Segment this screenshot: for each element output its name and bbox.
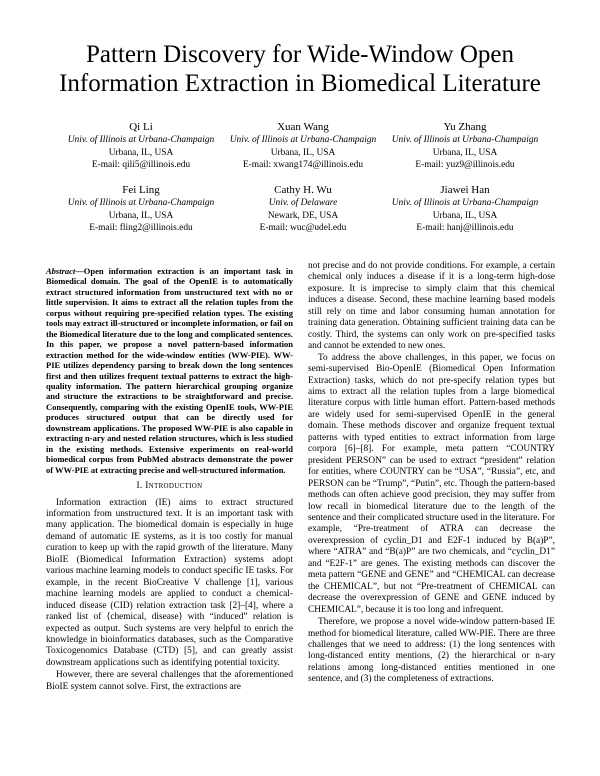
author-location: Urbana, IL, USA — [432, 210, 498, 221]
section-title: Introduction — [145, 481, 203, 492]
author-affiliation: Univ. of Illinois at Urbana-Champaign — [391, 135, 539, 145]
right-column — [308, 261, 555, 686]
author-email: E-mail: xwang174@illinois.edu — [242, 160, 364, 171]
section-number: I. — [136, 481, 143, 492]
author-email: E-mail: qili5@illinois.edu — [91, 160, 191, 171]
abstract-text: —Open information extraction is an important task in Biomedical domain. The goal of the OpenIE is to automatically extract structured information from unstructured text with no or little supervision. It aims to extract all the relation tuples from the corpus without requiring pre-specified relation types. The existing tools may extract ill-structured or incomplete information, or fail on the Biomedical literature due to the long and complicated sentences. In this paper, we propose a novel pattern-based information extraction method for the wide-window entities (WW-PIE). WW-PIE utilizes dependency parsing to break down the long sentences first and then utilizes frequent textual patterns to extract the high-quality information. The pattern hierarchical grouping organize and structure the extractions to be straightforward and precise. Consequently, comparing with the existing OpenIE tools, WW-PIE produces structured output that can be directly used for downstream applications. The proposed WW-PIE is also capable in extracting n-ary and nested relation structures, which is less studied in the existing methods. Extensive experiments on real-world biomedical corpus from PubMed abstracts demonstrate the power of WW-PIE at extracting precise and well-structured information. — [46, 266, 293, 475]
author-name: Xuan Wang — [277, 121, 329, 133]
author-email: E-mail: yuz9@illinois.edu — [415, 160, 515, 171]
author-email: E-mail: hanj@illinois.edu — [416, 223, 514, 234]
left-column — [46, 266, 293, 693]
author-affiliation: Univ. of Illinois at Urbana-Champaign — [391, 198, 539, 208]
intro-paragraph: Therefore, we propose a novel wide-window pattern-based IE method for biomedical literature, called WW-PIE. There are three challenges that we need to address: (1) the long sentences with long-distanced entity mentions, (2) the hierarchical or n-ary relations among long-distanced entities mentioned in one sentence, and (3) the completeness of extractions. — [308, 617, 555, 685]
author-location: Urbana, IL, USA — [432, 147, 498, 158]
author-affiliation: Univ. of Delaware — [268, 198, 338, 208]
author-name: Jiawei Han — [440, 184, 490, 196]
author-name: Fei Ling — [122, 184, 160, 196]
author-affiliation: Univ. of Illinois at Urbana-Champaign — [229, 135, 377, 145]
author-affiliation: Univ. of Illinois at Urbana-Champaign — [67, 198, 215, 208]
author-name: Cathy H. Wu — [274, 184, 332, 196]
abstract-lead: Abstract — [46, 266, 76, 276]
author-name: Qi Li — [129, 121, 153, 133]
title-line-2: Information Extraction in Biomedical Literature — [59, 70, 541, 97]
author-location: Urbana, IL, USA — [108, 147, 174, 158]
title-line-1: Pattern Discovery for Wide-Window Open — [86, 41, 514, 68]
author-block-3 — [365, 120, 565, 172]
paper-title — [40, 40, 560, 98]
abstract — [46, 266, 293, 475]
intro-paragraph: Information extraction (IE) aims to extract structured information from unstructured text. It is an important task with many application. The biomedical domain is especially in huge demand of automatic IE systems, as it is too costly for manual curation to keep up with the rapid growth of the literature. Many BioIE (Biomedical Information Extraction) systems adopt various machine learning models to conduct specific IE tasks. For example, in the recent BioCreative V challenge [1], various machine learning models are applied to conduct a chemical-induced disease (CID) relation extraction task [2]–[4], where a ranked list of ⟨chemical, disease⟩ with “induced” relation is expected as output. Such systems are very helpful to enrich the knowledge in bioinformatics databases, such as the Comparative Toxicogenomics Database (CTD) [5], and can greatly assist downstream applications such as identifying potential toxicity. — [46, 497, 293, 668]
continued-paragraph: not precise and do not provide conditions. For example, a certain chemical only induces a disease if it is a long-term high-dose exposure. It is imprecise to simply claim that this chemical induces a disease. Second, these machine learning based models still rely on time and labor consuming human annotation for training data generation. Obtaining sufficient training data can be costly. Third, the systems can only work on pre-specified tasks and cannot be extended to new ones. — [308, 261, 555, 352]
author-location: Urbana, IL, USA — [108, 210, 174, 221]
author-email: E-mail: wuc@udel.edu — [259, 223, 347, 234]
author-location: Newark, DE, USA — [267, 210, 339, 221]
author-email: E-mail: fling2@illinois.edu — [89, 223, 193, 234]
author-affiliation: Univ. of Illinois at Urbana-Champaign — [67, 135, 215, 145]
author-block-6 — [365, 183, 565, 235]
author-location: Urbana, IL, USA — [270, 147, 336, 158]
intro-paragraph: To address the above challenges, in this paper, we focus on semi-supervised Bio-OpenIE (Biomedical Open Information Extraction) tasks, which do not pre-specify relation types but aims to extract all the relation tuples from a large biomedical literature corpus with little human effort. Pattern-based methods are widely used for semi-supervised OpenIE in the general domain. These methods discover and organize frequent textual patterns with typed entities to extract information from large corpora [6]–[8]. For example, meta pattern “COUNTRY president PERSON” can be used to extract “president” relation for entities, where COUNTRY can be “USA”, “Russia”, etc, and PERSON can be “Trump”, “Putin”, etc. Though the pattern-based methods can often achieve good precision, they may suffer from low recall in biomedical literature due to the length of the sentence and their complicated structure used in the literature. For example, “Pre-treatment of ATRA can decrease the overexpression of cyclin_D1 and E2F-1 induced by B(a)P”, where “ATRA” and “B(a)P” are two chemicals, and “cyclin_D1” and “E2F-1” are genes. The existing methods can discover the meta pattern “GENE and GENE” and “CHEMICAL can decrease the CHEMICAL”, but not “Pre-treatment of CHEMICAL can decrease the overexpression of GENE and GENE induced by CHEMICAL”, because it is too long and infrequent. — [308, 352, 555, 615]
section-heading — [46, 481, 293, 492]
intro-paragraph: However, there are several challenges that the aforementioned BioIE system cannot solve. First, the extractions are — [46, 670, 293, 692]
author-name: Yu Zhang — [443, 121, 487, 133]
